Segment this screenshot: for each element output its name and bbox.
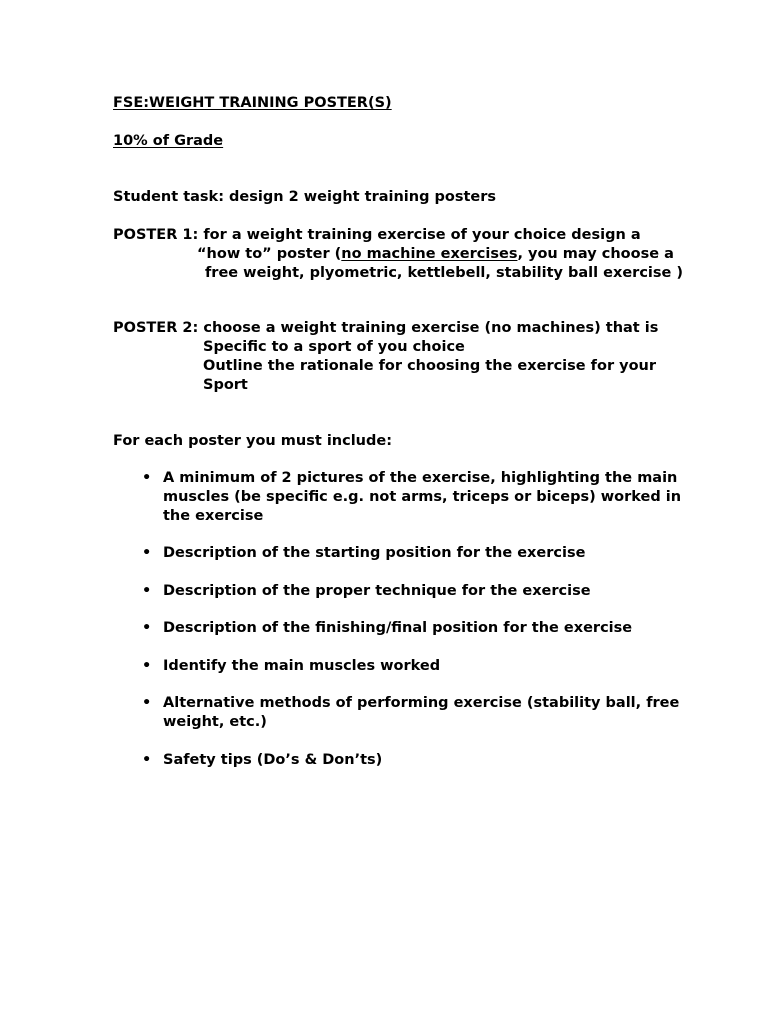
- include-heading: For each poster you must include:: [113, 433, 393, 449]
- list-item-line: A minimum of 2 pictures of the exercise, highlighting the main: [163, 470, 678, 486]
- bullet-icon: •: [142, 695, 152, 711]
- poster1-line2-before: “how to” poster (: [197, 246, 342, 262]
- document-title: FSE:WEIGHT TRAINING POSTER(S): [113, 95, 392, 111]
- bullet-icon: •: [142, 620, 152, 636]
- poster1-line2: [197, 245, 674, 264]
- grade-weight: 10% of Grade: [113, 133, 224, 149]
- list-item-line: Description of the starting position for the exercise: [163, 545, 586, 561]
- poster1-line1: for a weight training exercise of your choice design a: [203, 227, 641, 243]
- poster1-label: POSTER 1:: [113, 227, 199, 243]
- poster2-line1: choose a weight training exercise (no machines) that is: [203, 320, 659, 336]
- poster2-label: POSTER 2:: [113, 320, 199, 336]
- poster1-line2-after: , you may choose a: [517, 246, 674, 262]
- list-item-line: Description of the proper technique for the exercise: [163, 583, 591, 599]
- list-item-line: Identify the main muscles worked: [163, 658, 441, 674]
- list-item-line: Safety tips (Do’s & Don’ts): [163, 752, 383, 768]
- bullet-icon: •: [142, 658, 152, 674]
- list-item-line: weight, etc.): [163, 714, 267, 730]
- poster2-line2: Specific to a sport of you choice: [203, 339, 465, 355]
- poster2-label-line: [113, 319, 658, 338]
- poster2-line4: Sport: [203, 377, 248, 393]
- list-item-line: Description of the finishing/final position for the exercise: [163, 620, 633, 636]
- list-item-line: Alternative methods of performing exercise (stability ball, free: [163, 695, 680, 711]
- poster1-label-line: [113, 226, 641, 245]
- bullet-icon: •: [142, 545, 152, 561]
- student-task: Student task: design 2 weight training posters: [113, 189, 497, 205]
- bullet-icon: •: [142, 752, 152, 768]
- bullet-icon: •: [142, 583, 152, 599]
- poster1-no-machines: no machine exercises: [341, 246, 518, 262]
- poster2-line3: Outline the rationale for choosing the exercise for your: [203, 358, 657, 374]
- poster1-line3: free weight, plyometric, kettlebell, stability ball exercise ): [205, 265, 684, 281]
- bullet-icon: •: [142, 470, 152, 486]
- list-item-line: the exercise: [163, 508, 264, 524]
- list-item-line: muscles (be specific e.g. not arms, triceps or biceps) worked in: [163, 489, 682, 505]
